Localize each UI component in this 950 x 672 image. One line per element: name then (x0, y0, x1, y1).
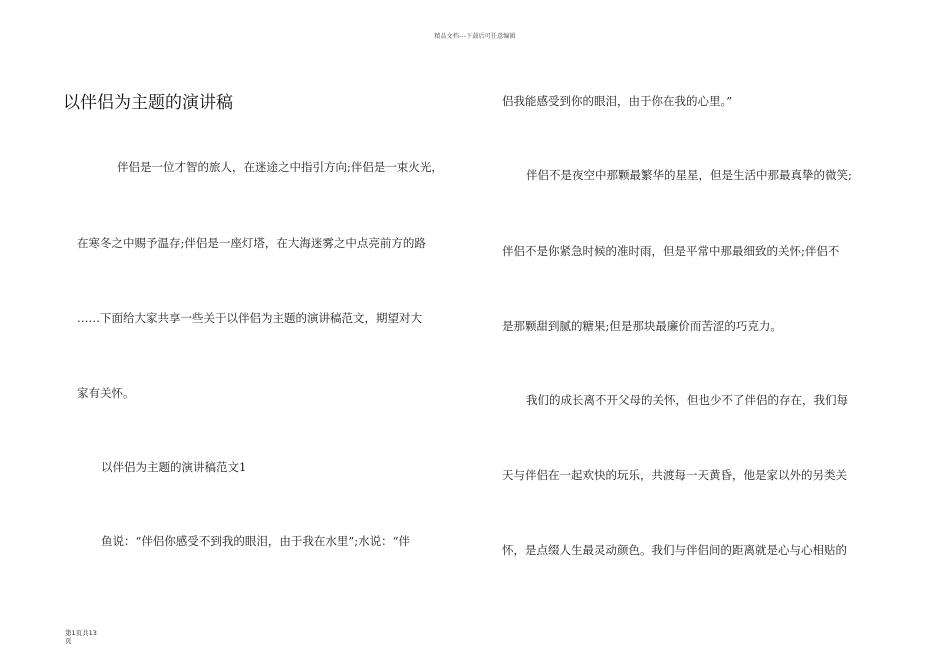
paragraph-line: ……下面给大家共享一些关于以伴侣为主题的演讲稿范文，期望对大 (77, 311, 422, 325)
section-heading: 以伴侣为主题的演讲稿范文1 (101, 460, 247, 474)
header-note: 精品文档---下载后可任意编辑 (434, 33, 516, 40)
paragraph-line: 家有关怀。 (77, 386, 135, 400)
page-title: 以伴侣为主题的演讲稿 (63, 93, 233, 113)
paragraph-line: 侣我能感受到你的眼泪，由于你在我的心里。” (502, 94, 733, 108)
paragraph-line: 是那颗甜到腻的糖果;但是那块最廉价而苦涩的巧克力。 (502, 319, 782, 333)
paragraph-line: 怀，是点缀人生最灵动颜色。我们与伴侣间的距离就是心与心相贴的 (502, 543, 847, 557)
page-number-line: 页 (65, 637, 72, 645)
paragraph-line: 鱼说：“伴侣你感受不到我的眼泪，由于我在水里”;水说：“伴 (101, 534, 411, 548)
paragraph-line: 我们的成长离不开父母的关怀，但也少不了伴侣的存在，我们每 (526, 393, 848, 407)
paragraph-line: 伴侣不是夜空中那颗最繁华的星星，但是生活中那最真挚的微笑; (526, 168, 852, 182)
paragraph-line: 伴侣是一位才智的旅人，在迷途之中指引方向;伴侣是一束火光， (117, 160, 443, 174)
paragraph-line: 天与伴侣在一起欢快的玩乐，共渡每一天黄昏，他是家以外的另类关 (502, 468, 847, 482)
paragraph-line: 在寒冬之中赐予温存;伴侣是一座灯塔，在大海迷雾之中点亮前方的路 (77, 236, 426, 250)
page-number-line: 第1页共13 (65, 629, 97, 637)
page-number (65, 629, 97, 645)
paragraph-line: 伴侣不是你紧急时候的准时雨，但是平常中那最细致的关怀;伴侣不 (502, 244, 840, 258)
